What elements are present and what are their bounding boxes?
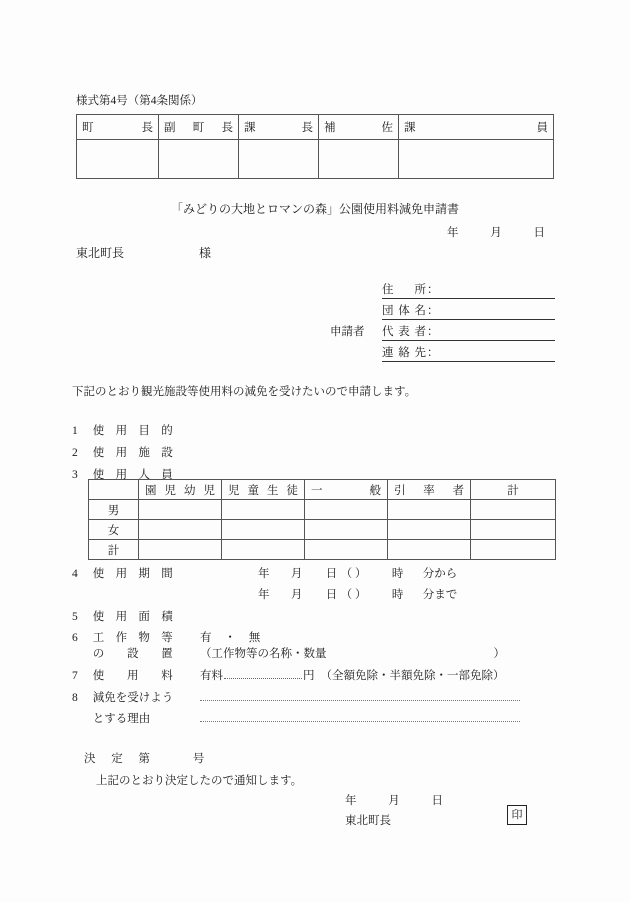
personnel-cell[interactable]	[222, 500, 305, 520]
item-2-number: 2	[72, 447, 78, 459]
personnel-cell[interactable]	[222, 540, 305, 560]
item-6-number: 6	[72, 632, 78, 644]
approval-header-cell: 補 佐	[319, 115, 399, 140]
period-from-minute: 分から	[422, 568, 458, 580]
personnel-row-label-female: 女	[89, 520, 139, 540]
approval-stamp-row	[77, 140, 554, 179]
period-from-day: 日	[325, 568, 338, 580]
reason-input-line-1[interactable]	[200, 700, 520, 701]
personnel-cell[interactable]	[388, 520, 471, 540]
approval-stamp-cell[interactable]	[319, 140, 399, 179]
personnel-header-total: 計	[471, 480, 556, 500]
approval-table	[76, 114, 554, 179]
period-from-hour: 時	[391, 568, 404, 580]
period-to-year: 年	[258, 589, 270, 601]
applicant-tag: 申請者	[330, 326, 365, 338]
decision-number-suffix: 号	[192, 753, 205, 765]
personnel-row-label-total: 計	[89, 540, 139, 560]
personnel-cell[interactable]	[139, 540, 222, 560]
period-to-day: 日	[325, 589, 338, 601]
personnel-header-leaders: 引率者	[388, 480, 471, 500]
applicant-row-contact	[330, 341, 555, 362]
applicant-tag-spacer	[330, 297, 382, 299]
addressee-honorific: 様	[199, 246, 212, 260]
applicant-colon: ：	[427, 284, 439, 296]
personnel-header-row	[89, 480, 556, 500]
applicant-contact-field[interactable]	[382, 343, 555, 362]
approval-header-row	[77, 115, 554, 140]
approval-header-cell: 副 町 長	[159, 115, 239, 140]
item-5-area	[72, 608, 173, 624]
addressee-line	[76, 244, 211, 261]
personnel-header-preschool: 園児幼児	[139, 480, 222, 500]
reason-input-line-2[interactable]	[200, 721, 520, 722]
personnel-corner-cell	[89, 480, 139, 500]
period-to-hour: 時	[391, 589, 404, 601]
decision-notice-text: 上記のとおり決定したので通知します。	[96, 775, 303, 787]
intro-sentence: 下記のとおり観光施設等使用料の減免を受けたいので申請します。	[72, 386, 417, 398]
applicant-contact-label: 連絡先	[382, 347, 426, 359]
item-2-facility	[72, 444, 173, 460]
structures-detail-line[interactable]	[200, 645, 505, 661]
personnel-cell[interactable]	[471, 520, 556, 540]
personnel-cell[interactable]	[139, 500, 222, 520]
document-title: 「みどりの大地とロマンの森」公園使用料減免申請書	[170, 202, 459, 216]
period-from-paren-close: ）	[355, 568, 367, 580]
addressee-name: 東北町長	[76, 246, 125, 260]
fee-exemption-options[interactable]: （全額免除・半額免除・一部免除）	[320, 670, 505, 682]
item-3-label: 使用人員	[92, 469, 173, 481]
structures-yes-option[interactable]: 有	[200, 632, 212, 644]
applicant-row-address	[330, 278, 555, 299]
fee-prefix: 有料	[200, 670, 223, 682]
structures-detail-close: ）	[493, 648, 505, 660]
applicant-organization-label: 団体名	[382, 305, 426, 317]
item-8-label-line2: とする理由	[92, 713, 151, 725]
decision-date-year: 年	[345, 795, 357, 807]
structures-no-option[interactable]: 無	[248, 632, 261, 644]
period-to-paren-open: （	[340, 589, 353, 601]
structures-detail-open: （工作物等の名称・数量	[200, 648, 327, 660]
item-3-number: 3	[72, 469, 78, 481]
item-1-number: 1	[72, 425, 78, 437]
applicant-colon: ：	[427, 326, 439, 338]
item-4-number: 4	[72, 568, 78, 580]
item-7-number: 7	[72, 670, 78, 682]
date-month-label: 月	[490, 227, 502, 239]
period-from-month: 月	[290, 568, 303, 580]
period-from-paren-open: （	[340, 568, 353, 580]
item-8-reason	[72, 689, 173, 705]
personnel-cell[interactable]	[305, 500, 388, 520]
approval-header-cell: 町 長	[77, 115, 159, 140]
decision-date-day: 日	[431, 795, 443, 807]
applicant-representative-field[interactable]	[382, 322, 555, 341]
table-row	[89, 500, 556, 520]
applicant-block	[330, 278, 555, 362]
approval-stamp-cell[interactable]	[77, 140, 159, 179]
fee-amount-input[interactable]	[224, 668, 302, 679]
structures-separator: ・	[224, 632, 236, 644]
personnel-header-general: 一 般	[305, 480, 388, 500]
personnel-header-students: 児童生徒	[222, 480, 305, 500]
item-4-period	[72, 565, 173, 581]
approval-stamp-cell[interactable]	[399, 140, 554, 179]
period-to-paren-close: ）	[355, 589, 367, 601]
decision-date-month: 月	[388, 795, 400, 807]
personnel-cell[interactable]	[388, 500, 471, 520]
table-row	[89, 540, 556, 560]
item-8-label-second-line-wrap	[72, 710, 173, 726]
personnel-table	[88, 479, 556, 560]
approval-header-cell: 課 員	[399, 115, 554, 140]
item-5-label: 使用面積	[92, 611, 173, 623]
period-to-line[interactable]	[258, 586, 457, 602]
item-4-label: 使用期間	[92, 568, 173, 580]
application-date-line	[447, 224, 545, 240]
period-from-year: 年	[258, 568, 270, 580]
applicant-colon: ：	[427, 347, 439, 359]
date-year-label: 年	[447, 227, 459, 239]
item-1-purpose	[72, 422, 173, 438]
personnel-cell[interactable]	[222, 520, 305, 540]
personnel-cell[interactable]	[471, 500, 556, 520]
applicant-organization-field[interactable]	[382, 301, 555, 320]
decision-number-line	[84, 750, 204, 766]
item-7-label: 使用料	[92, 670, 173, 682]
item-8-number: 8	[72, 692, 78, 704]
item-6-structures	[72, 629, 173, 645]
applicant-address-field[interactable]	[382, 280, 555, 299]
decision-signer-name: 東北町長	[345, 815, 391, 827]
approval-stamp-cell[interactable]	[159, 140, 239, 179]
applicant-representative-label: 代表者	[382, 326, 426, 338]
seal-stamp-box[interactable]: 印	[507, 805, 527, 825]
approval-header-cell: 課 長	[239, 115, 319, 140]
applicant-colon: ：	[427, 305, 439, 317]
fee-entry-line[interactable]	[200, 667, 505, 683]
item-7-fee	[72, 667, 173, 683]
item-6-label-second-line-wrap	[72, 645, 173, 661]
item-8-label: 減免を受けよう	[92, 692, 174, 704]
personnel-cell[interactable]	[471, 540, 556, 560]
personnel-row-label-male: 男	[89, 500, 139, 520]
period-to-minute: 分まで	[422, 589, 458, 601]
period-from-line[interactable]	[258, 565, 457, 581]
applicant-row-organization	[330, 299, 555, 320]
structures-yes-no[interactable]	[200, 629, 260, 645]
personnel-cell[interactable]	[388, 540, 471, 560]
applicant-tag-spacer	[330, 318, 382, 320]
applicant-row-representative	[330, 320, 555, 341]
approval-stamp-cell[interactable]	[239, 140, 319, 179]
personnel-cell[interactable]	[139, 520, 222, 540]
item-1-label: 使用目的	[92, 425, 173, 437]
decision-date-line	[345, 792, 443, 808]
item-6-label: 工作物等	[92, 632, 173, 644]
period-to-month: 月	[290, 589, 303, 601]
date-day-label: 日	[533, 227, 545, 239]
item-6-label-line2: の 設 置	[92, 648, 173, 660]
applicant-tag-spacer	[330, 360, 382, 362]
item-2-label: 使用施設	[92, 447, 173, 459]
item-5-number: 5	[72, 611, 78, 623]
personnel-cell[interactable]	[305, 540, 388, 560]
form-number: 様式第4号（第4条関係）	[76, 95, 203, 107]
table-row	[89, 520, 556, 540]
decision-label: 決 定 第	[84, 753, 150, 765]
applicant-address-label: 住 所	[382, 284, 426, 296]
personnel-cell[interactable]	[305, 520, 388, 540]
fee-unit: 円	[303, 670, 315, 682]
